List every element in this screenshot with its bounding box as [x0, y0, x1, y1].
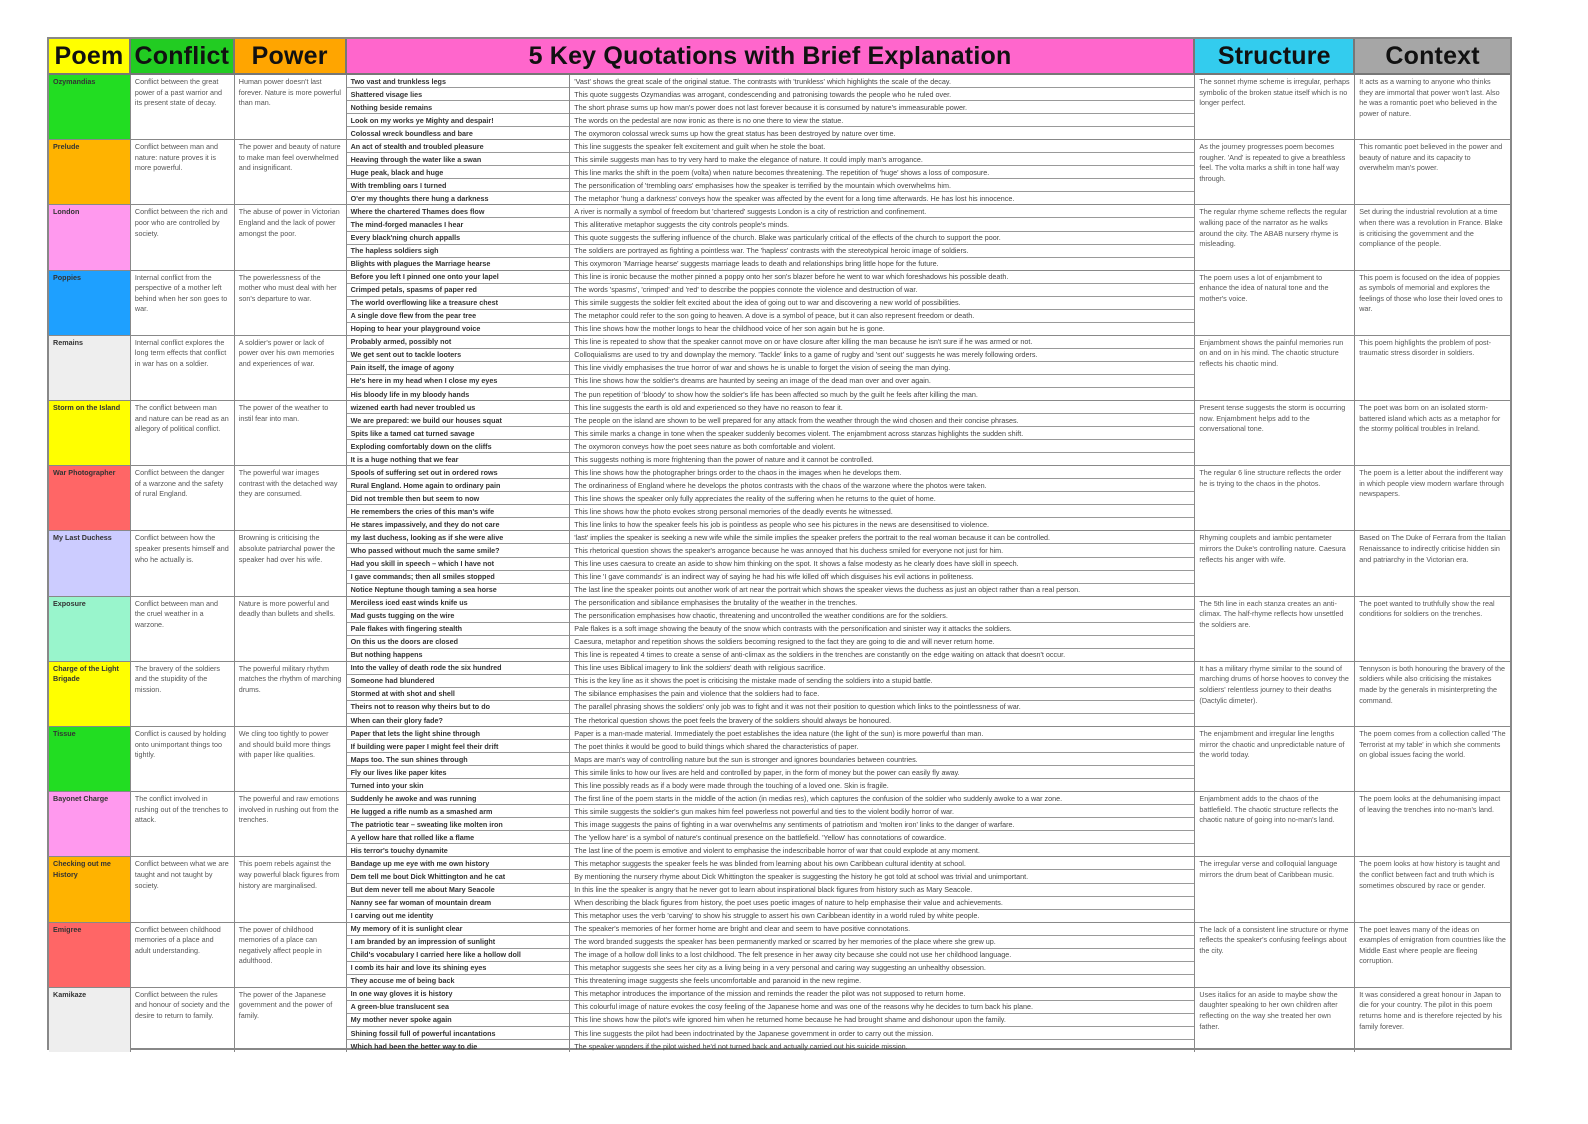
poem-title-cell: Bayonet Charge	[49, 792, 131, 856]
quote-line: He remembers the cries of this man's wife	[347, 505, 570, 518]
explanations-column	[570, 336, 1195, 400]
quote-line: Did not tremble then but seem to now	[347, 492, 570, 505]
explanations-column	[570, 531, 1195, 595]
header-structure: Structure	[1195, 39, 1355, 73]
explanation-line: The words 'spasms', 'crimped' and 'red' to describe the poppies connote the violence and destruction of war.	[570, 284, 1194, 297]
structure-cell: The enjambment and irregular line lengths mirror the chaotic and unpredictable nature of the world today.	[1195, 727, 1355, 791]
quote-line: My mother never spoke again	[347, 1014, 570, 1027]
context-cell: The poem looks at the dehumanising impact of leaving the trenches into no-man's land.	[1359, 794, 1501, 814]
context-cell: It was considered a great honour in Japan to die for your country. The pilot in this poem returns home and is therefore rejected by his family forever.	[1359, 989, 1502, 1031]
poem-row	[49, 597, 1510, 662]
quote-line: Where the chartered Thames does flow	[347, 205, 570, 218]
explanation-line: This threatening image suggests she feels uncomfortable and paranoid in the new regime.	[574, 976, 862, 986]
quote-line: Shattered visage lies	[347, 88, 570, 101]
quote-line: Nothing beside remains	[347, 101, 570, 114]
quote-line: I carving out me identity	[350, 911, 434, 921]
structure-cell: The regular 6 line structure reflects the order he is trying to the chaos in the photos.	[1195, 466, 1355, 530]
quote-line: They accuse me of being back	[350, 976, 455, 986]
quotes-column	[347, 205, 571, 269]
poem-title-cell: Kamikaze	[49, 988, 131, 1052]
quote-line: A yellow hare that rolled like a flame	[347, 831, 570, 844]
conflict-cell: Internal conflict explores the long term effects that conflict in war has on a soldier.	[131, 336, 235, 400]
poem-title-cell: War Photographer	[49, 466, 131, 530]
explanation-line: The metaphor 'hung a darkness' conveys how the speaker was affected by the event for a long time afterwards. He has lost his innocence.	[574, 193, 1015, 203]
poem-row	[49, 923, 1510, 988]
explanation-line: In this line the speaker is angry that he never got to learn about inspirational black figures from history such as Mary Seacole.	[570, 884, 1194, 897]
quote-line: Heaving through the water like a swan	[347, 153, 570, 166]
explanation-line: The personification and sibilance emphasises the brutality of the weather in the trenches.	[570, 597, 1194, 610]
poem-rows	[49, 75, 1510, 1052]
poem-row	[49, 857, 1510, 922]
poem-title-cell: Charge of the Light Brigade	[49, 662, 131, 726]
quote-line: The world overflowing like a treasure chest	[347, 297, 570, 310]
quote-line: Crimped petals, spasms of paper red	[347, 284, 570, 297]
explanation-line: This simile links to how our lives are held and controlled by paper, in the form of money but the power can easily fly away.	[570, 766, 1194, 779]
poem-row	[49, 401, 1510, 466]
quote-line: On this us the doors are closed	[347, 636, 570, 649]
explanation-line: The poet thinks it would be good to build things which shared the characteristics of paper.	[570, 740, 1194, 753]
conflict-cell: Conflict between the great power of a past warrior and its present state of decay.	[131, 75, 235, 139]
context-cell: Tennyson is both honouring the bravery of the soldiers while also criticising the mistakes made by the generals in misinterpreting the command.	[1359, 663, 1506, 705]
quote-line: Look on my works ye Mighty and despair!	[347, 114, 570, 127]
header-conflict: Conflict	[131, 39, 235, 73]
explanation-line: Maps are man's way of controlling nature but the sun is stronger and ignores boundaries between countries.	[570, 753, 1194, 766]
quotes-column	[347, 531, 571, 595]
context-cell: It acts as a warning to anyone who thinks they are immortal that power won't last. Also he was a romantic poet who believed in the power of nature.	[1359, 77, 1500, 118]
structure-cell: The lack of a consistent line structure or rhyme reflects the speaker's confusing feelings about the city.	[1195, 923, 1355, 987]
explanation-line: This line shows how the photographer brings order to the chaos in the images when he develops them.	[570, 466, 1194, 479]
explanation-line: This line shows how the photo evokes strong personal memories of the deadly events he witnessed.	[570, 505, 1194, 518]
structure-cell: As the journey progresses poem becomes rougher. 'And' is repeated to give a breathless feel. The volta marks a shift in tone half way through.	[1195, 140, 1355, 204]
explanation-line: This line suggests the pilot had been indoctrinated by the Japanese government in order to carry out the mission.	[570, 1027, 1194, 1040]
context-cell: Based on The Duke of Ferrara from the Italian Renaissance to indirectly criticise hidden sin and patriarchy in the Victorian era.	[1359, 533, 1506, 564]
poem-row	[49, 662, 1510, 727]
explanation-line: The sibilance emphasises the pain and violence that the soldiers had to face.	[570, 688, 1194, 701]
poem-row	[49, 988, 1510, 1052]
explanation-line: The personification of 'trembling oars' emphasises how the speaker is terrified by the mountain which overwhelms him.	[570, 179, 1194, 192]
quote-line: The hapless soldiers sigh	[347, 245, 570, 258]
structure-cell: The irregular verse and colloquial language mirrors the drum beat of Caribbean music.	[1195, 857, 1355, 921]
conflict-cell: Conflict between man and the cruel weather in a warzone.	[131, 597, 235, 661]
explanation-line: A river is normally a symbol of freedom but 'chartered' suggests London is a city of restriction and confinement.	[570, 205, 1194, 218]
power-cell: A soldier's power or lack of power over his own memories and experiences of war.	[235, 336, 347, 400]
conflict-cell: The conflict involved in rushing out of the trenches to attack.	[131, 792, 235, 856]
power-cell: We cling too tightly to power and should build more things with paper like qualities.	[235, 727, 347, 791]
quote-line: Into the valley of death rode the six hundred	[347, 662, 570, 675]
explanation-line: This line suggests the earth is old and experienced so they have no reason to fear it.	[570, 401, 1194, 414]
quotes-column	[347, 857, 571, 921]
revision-sheet	[47, 37, 1512, 1050]
quote-line: Paper that lets the light shine through	[347, 727, 570, 740]
explanations-column	[570, 923, 1195, 987]
poem-title-cell: Exposure	[49, 597, 131, 661]
explanation-line: 'last' implies the speaker is seeking a new wife while the simile implies the speaker prefers the portrait to the real woman because it can be controlled.	[570, 531, 1194, 544]
explanation-line: 'Vast' shows the great scale of the original statue. The contrasts with 'trunkless' which highlights the scale of the decay.	[570, 75, 1194, 88]
power-cell: The powerful military rhythm matches the rhythm of marching drums.	[235, 662, 347, 726]
power-cell: Browning is criticising the absolute patriarchal power the speaker had over his wife.	[235, 531, 347, 595]
header-context: Context	[1355, 39, 1510, 73]
poem-row	[49, 75, 1510, 140]
explanations-column	[570, 140, 1195, 204]
explanation-line: The people on the island are shown to be well prepared for any attack from the weather through the wind chosen and their concise phrases.	[570, 414, 1194, 427]
quote-line: Exploding comfortably down on the cliffs	[347, 440, 570, 453]
conflict-cell: Conflict between what we are taught and not taught by society.	[131, 857, 235, 921]
quotes-column	[347, 336, 571, 400]
power-cell: This poem rebels against the way powerful black figures from history are marginalised.	[235, 857, 347, 921]
quote-line: Shining fossil full of powerful incantations	[347, 1027, 570, 1040]
explanation-line: This simile suggests the soldier's gun makes him feel powerless not powerful and ties to the violent bodily horror of war.	[570, 805, 1194, 818]
structure-cell: The 5th line in each stanza creates an anti-climax. The half-rhyme reflects how unsettled the soldiers are.	[1195, 597, 1355, 661]
quote-line: Hoping to hear your playground voice	[350, 324, 481, 334]
quote-line: Suddenly he awoke and was running	[347, 792, 570, 805]
quotes-column	[347, 923, 571, 987]
explanation-line: The metaphor could refer to the son going to heaven. A dove is a symbol of peace, but it can also represent freedom or death.	[570, 310, 1194, 323]
poem-title-cell: Prelude	[49, 140, 131, 204]
quote-line: He stares impassively, and they do not care	[350, 519, 500, 529]
structure-cell: Present tense suggests the storm is occurring now. Enjambment helps add to the conversational tone.	[1195, 401, 1355, 465]
quote-line: Had you skill in speech – which I have not	[347, 558, 570, 571]
explanation-line: This line is repeated to show that the speaker cannot move on or have closure after killing the man because he isn't sure if he was armed or not.	[570, 336, 1194, 349]
quote-line: But nothing happens	[350, 650, 423, 660]
explanations-column	[570, 727, 1195, 791]
explanation-line: The personification emphasises how chaotic, threatening and uncontrolled the weather conditions are for the soldiers.	[570, 610, 1194, 623]
context-cell: The poem comes from a collection called 'The Terrorist at my table' in which she comments on global issues facing the world.	[1359, 729, 1506, 760]
header-quotations: 5 Key Quotations with Brief Explanation	[347, 39, 1196, 73]
explanation-line: This line possibly reads as if a body were made through the touching of a loved one. Skin is fragile.	[574, 780, 889, 790]
conflict-cell: Conflict between the rich and poor who are controlled by society.	[131, 205, 235, 269]
explanations-column	[570, 792, 1195, 856]
quotes-column	[347, 466, 571, 530]
explanation-line: This suggests nothing is more frightening than the power of nature and it cannot be controlled.	[574, 454, 874, 464]
quote-line: Spools of suffering set out in ordered rows	[347, 466, 570, 479]
explanations-column	[570, 466, 1195, 530]
structure-cell: The poem uses a lot of enjambment to enhance the idea of natural tone and the mother's voice.	[1195, 271, 1355, 335]
quote-line: Notice Neptune though taming a sea horse	[350, 585, 497, 595]
poem-title-cell: Tissue	[49, 727, 131, 791]
poem-title-cell: London	[49, 205, 131, 269]
explanation-line: This rhetorical question shows the speaker's arrogance because he was annoyed that his duchess smiled for everyone not just for him.	[570, 544, 1194, 557]
conflict-cell: The conflict between man and nature can be read as an allegory of political conflict.	[131, 401, 235, 465]
quote-line: A single dove flew from the pear tree	[347, 310, 570, 323]
quotes-column	[347, 401, 571, 465]
quote-line: Dem tell me bout Dick Whittington and he cat	[347, 870, 570, 883]
quote-line: Turned into your skin	[350, 780, 424, 790]
explanation-line: This line suggests the speaker felt excitement and guilt when he stole the boat.	[570, 140, 1194, 153]
poem-row	[49, 336, 1510, 401]
power-cell: Nature is more powerful and deadly than bullets and shells.	[235, 597, 347, 661]
power-cell: The power and beauty of nature to make man feel overwhelmed and insignificant.	[235, 140, 347, 204]
quote-line: In one way gloves it is history	[347, 988, 570, 1001]
quote-line: We get sent out to tackle looters	[347, 349, 570, 362]
quote-line: I comb its hair and love its shining eyes	[347, 962, 570, 975]
explanation-line: The soldiers are portrayed as fighting a pointless war. The 'hapless' contrasts with the stereotypical heroic image of soldiers.	[570, 245, 1194, 258]
explanation-line: The ordinariness of England where he develops the photos contrasts with the chaos of the warzone where the photos were taken.	[570, 479, 1194, 492]
quote-line: Bandage up me eye with me own history	[347, 857, 570, 870]
quotes-column	[347, 988, 571, 1052]
conflict-cell: Internal conflict from the perspective of a mother left behind when her son goes to war.	[131, 271, 235, 335]
explanation-line: Caesura, metaphor and repetition shows the soldiers becoming resigned to the fact they are going to die and will never return home.	[570, 636, 1194, 649]
structure-cell: The sonnet rhyme scheme is irregular, perhaps symbolic of the broken statue itself which is no longer perfect.	[1195, 75, 1355, 139]
structure-cell: Uses italics for an aside to maybe show the daughter speaking to her own children after reflecting on the way she treated her own father.	[1195, 988, 1355, 1052]
explanation-line: Paper is a man-made material. Immediately the poet establishes the idea nature (the light of the sun) is more powerful than man.	[570, 727, 1194, 740]
power-cell: Human power doesn't last forever. Nature is more powerful than man.	[235, 75, 347, 139]
power-cell: The powerful and raw emotions involved in rushing out from the trenches.	[235, 792, 347, 856]
quotes-column	[347, 271, 571, 335]
explanation-line: This line uses caesura to create an aside to show him thinking on the spot. It shows a false modesty as he clearly does have skill in speech.	[570, 558, 1194, 571]
conflict-cell: Conflict between man and nature: nature proves it is more powerful.	[131, 140, 235, 204]
poem-row	[49, 205, 1510, 270]
power-cell: The power of the weather to instil fear into man.	[235, 401, 347, 465]
quote-line: Fly our lives like paper kites	[347, 766, 570, 779]
explanation-line: This is the key line as it shows the poet is criticising the mistake made of sending the soldiers into a stupid battle.	[570, 675, 1194, 688]
quote-line: We are prepared: we build our houses squat	[347, 414, 570, 427]
poem-row	[49, 271, 1510, 336]
explanation-line: The word branded suggests the speaker has been permanently marked or scarred by her memories of the place where she grew up.	[570, 936, 1194, 949]
explanation-line: This line shows how the mother longs to hear the childhood voice of her son again but he is gone.	[574, 324, 885, 334]
quote-line: O'er my thoughts there hung a darkness	[350, 193, 489, 203]
explanation-line: Pale flakes is a soft image showing the beauty of the snow which contrasts with the personification and sinister way it attacks the soldiers.	[570, 623, 1194, 636]
quotes-column	[347, 792, 571, 856]
explanation-line: This metaphor suggests she sees her city as a living being in a very personal and caring way suggesting an unhealthy obsession.	[570, 962, 1194, 975]
explanation-line: This simile marks a change in tone when the speaker suddenly becomes violent. The enjambment across stanzas highlights the sudden shift.	[570, 427, 1194, 440]
explanation-line: This metaphor uses the verb 'carving' to show his struggle to assert his own Caribbean identity in a world ruled by white people.	[574, 911, 980, 921]
explanation-line: This simile suggests man has to try very hard to make the elegance of nature. It could imply man's arrogance.	[570, 153, 1194, 166]
explanations-column	[570, 988, 1195, 1052]
quote-line: Maps too. The sun shines through	[347, 753, 570, 766]
poem-title-cell: My Last Duchess	[49, 531, 131, 595]
context-cell: Set during the industrial revolution at a time when there was a revolution in France. Blake is criticising the government and the compliance of the people.	[1359, 207, 1503, 249]
explanation-line: This metaphor introduces the importance of the mission and reminds the reader the pilot was not supposed to return home.	[570, 988, 1194, 1001]
structure-cell: Rhyming couplets and iambic pentameter mirrors the Duke's controlling nature. Caesura reflects his anger with wife.	[1195, 531, 1355, 595]
explanation-line: This line marks the shift in the poem (volta) when nature becomes threatening. The repetition of 'huge' shows a loss of composure.	[570, 166, 1194, 179]
explanation-line: When describing the black figures from history, the poet uses poetic images of nature to help emphasise their value and achievements.	[570, 897, 1194, 910]
structure-cell: The regular rhyme scheme reflects the regular walking pace of the narrator as he walks around the city. The ABAB nursery rhyme is misleading.	[1195, 205, 1355, 269]
explanations-column	[570, 205, 1195, 269]
explanation-line: The 'yellow hare' is a symbol of nature's continual presence on the battlefield. 'Yellow' has connotations of cowardice.	[570, 831, 1194, 844]
explanations-column	[570, 401, 1195, 465]
power-cell: The powerlessness of the mother who must deal with her son's departure to war.	[235, 271, 347, 335]
poem-title-cell: Remains	[49, 336, 131, 400]
quote-line: Nanny see far woman of mountain dream	[347, 897, 570, 910]
quote-line: He lugged a rifle numb as a smashed arm	[347, 805, 570, 818]
quote-line: When can their glory fade?	[350, 715, 443, 725]
explanations-column	[570, 75, 1195, 139]
explanation-line: This quote suggests the suffering influence of the church. Blake was particularly critical of the effects of the church to support the poor.	[570, 232, 1194, 245]
quote-line: But dem never tell me about Mary Seacole	[347, 884, 570, 897]
explanation-line: This image suggests the pains of fighting in a war overwhelms any sentiments of patriotism and 'molten iron' links to the danger of warfare.	[570, 818, 1194, 831]
explanation-line: The speaker wonders if the pilot wished he'd not turned back and actually carried out his suicide mission.	[574, 1041, 908, 1051]
explanation-line: This colourful image of nature evokes the cosy feeling of the Japanese home and was one of the reasons why he decides to turn back his plane.	[570, 1001, 1194, 1014]
explanation-line: The last line of the poem is emotive and violent to emphasise the indescribable horror of war that could explode at any moment.	[574, 845, 980, 855]
header-poem: Poem	[49, 39, 131, 73]
poem-title-cell: Checking out me History	[49, 857, 131, 921]
power-cell: The power of childhood memories of a place can negatively affect people in adulthood.	[235, 923, 347, 987]
quote-line: Huge peak, black and huge	[347, 166, 570, 179]
context-cell: The poem is a letter about the indifferent way in which people view modern warfare through newspapers.	[1359, 468, 1504, 499]
poem-title-cell: Ozymandias	[49, 75, 131, 139]
quote-line: Stormed at with shot and shell	[347, 688, 570, 701]
quote-line: I am branded by an impression of sunlight	[347, 936, 570, 949]
conflict-cell: Conflict between the danger of a warzone and the safety of rural England.	[131, 466, 235, 530]
explanation-line: By mentioning the nursery rhyme about Dick Whittington the speaker is suggesting the history he got told at school was trivial and unimportant.	[570, 870, 1194, 883]
quote-line: Someone had blundered	[347, 675, 570, 688]
poem-row	[49, 466, 1510, 531]
explanation-line: This metaphor suggests the speaker feels he was blinded from learning about his own Caribbean cultural identity at school.	[570, 857, 1194, 870]
quote-line: wizened earth had never troubled us	[347, 401, 570, 414]
explanation-line: This line shows the speaker only fully appreciates the reality of the suffering when he returns to the quiet of home.	[570, 492, 1194, 505]
explanation-line: This line is repeated 4 times to create a sense of anti-climax as the soldiers in the trenches are constantly on the edge waiting on attack that doesn't occur.	[574, 650, 1066, 660]
quote-line: Colossal wreck boundless and bare	[350, 128, 473, 138]
explanation-line: The parallel phrasing shows the soldiers' only job was to fight and it was not their position to question which links to the pointlessness of war.	[570, 701, 1194, 714]
poem-row	[49, 531, 1510, 596]
explanation-line: This line shows how the pilot's wife ignored him when he returned home because he had brought shame and dishonour upon the family.	[570, 1014, 1194, 1027]
quote-line: His bloody life in my bloody hands	[350, 389, 470, 399]
explanation-line: This quote suggests Ozymandias was arrogant, condescending and patronising towards the people who he ruled over.	[570, 88, 1194, 101]
poem-row	[49, 140, 1510, 205]
quote-line: Probably armed, possibly not	[347, 336, 570, 349]
conflict-cell: Conflict between how the speaker presents himself and who he actually is.	[131, 531, 235, 595]
explanation-line: This line is ironic because the mother pinned a poppy onto her son's blazer before he went to war which foreshadows his possible death.	[570, 271, 1194, 284]
quote-line: Spits like a tamed cat turned savage	[347, 427, 570, 440]
quotes-column	[347, 597, 571, 661]
structure-cell: Enjambment shows the painful memories run on and on in his mind. The chaotic structure reflects his chaotic mind.	[1195, 336, 1355, 400]
quote-line: Two vast and trunkless legs	[347, 75, 570, 88]
explanation-line: The pun repetition of 'bloody' to show how the soldier's life has been affected so much by the guilt he feels after killing the man.	[574, 389, 978, 399]
quotes-column	[347, 140, 571, 204]
poem-row	[49, 792, 1510, 857]
poem-title-cell: Storm on the Island	[49, 401, 131, 465]
poem-title-cell: Emigree	[49, 923, 131, 987]
quotes-column	[347, 75, 571, 139]
quote-line: A green-blue translucent sea	[347, 1001, 570, 1014]
quote-line: Merciless iced east winds knife us	[347, 597, 570, 610]
explanation-line: This line uses Biblical imagery to link the soldiers' death with religious sacrifice.	[570, 662, 1194, 675]
explanation-line: The speaker's memories of her former home are bright and clear and seem to have positive connotations.	[570, 923, 1194, 936]
explanation-line: This line shows how the soldier's dreams are haunted by seeing an image of the dead man over and over again.	[570, 375, 1194, 388]
quotes-column	[347, 662, 571, 726]
conflict-cell: Conflict between childhood memories of a place and adult understanding.	[131, 923, 235, 987]
quote-line: His terror's touchy dynamite	[350, 845, 448, 855]
power-cell: The power of the Japanese government and the power of family.	[235, 988, 347, 1052]
explanation-line: This oxymoron 'Marriage hearse' suggests marriage leads to death and relationships bring little hope for the future.	[574, 259, 939, 269]
quote-line: Pain itself, the image of agony	[347, 362, 570, 375]
quote-line: Which had been the better way to die	[350, 1041, 478, 1051]
explanation-line: The rhetorical question shows the poet feels the bravery of the soldiers should always be honoured.	[574, 715, 892, 725]
quote-line: My memory of it is sunlight clear	[347, 923, 570, 936]
quote-line: He's here in my head when I close my eyes	[347, 375, 570, 388]
explanation-line: The first line of the poem starts in the middle of the action (in medias res), which captures the confusion of the soldier who suddenly awoke to a war zone.	[570, 792, 1194, 805]
explanations-column	[570, 662, 1195, 726]
quote-line: Blights with plagues the Marriage hearse	[350, 259, 491, 269]
explanation-line: The oxymoron colossal wreck sums up how the great status has been destroyed by nature over time.	[574, 128, 896, 138]
structure-cell: It has a military rhyme similar to the sound of marching drums of horse hooves to convey the soldiers' relentless journey to their deaths (Dactylic dimeter).	[1195, 662, 1355, 726]
quote-line: The mind-forged manacles I hear	[347, 218, 570, 231]
conflict-cell: The bravery of the soldiers and the stupidity of the mission.	[131, 662, 235, 726]
quote-line: If building were paper I might feel their drift	[347, 740, 570, 753]
quote-line: Before you left I pinned one onto your lapel	[347, 271, 570, 284]
quote-line: The patriotic tear – sweating like molten iron	[347, 818, 570, 831]
context-cell: The poet leaves many of the ideas on examples of emigration from countries like the Middle East where people are fleeing corruption.	[1359, 924, 1506, 966]
explanations-column	[570, 857, 1195, 921]
quote-line: Child's vocabulary I carried here like a hollow doll	[347, 949, 570, 962]
quote-line: Rural England. Home again to ordinary pain	[347, 479, 570, 492]
conflict-cell: Conflict between the rules and honour of society and the desire to return to family.	[131, 988, 235, 1052]
power-cell: The abuse of power in Victorian England and the lack of power amongst the poor.	[235, 205, 347, 269]
context-cell: This poem is focused on the idea of poppies as symbols of memorial and explores the feelings of those who lose their loved ones to war.	[1359, 272, 1503, 314]
explanation-line: The oxymoron conveys how the poet sees nature as both comfortable and violent.	[570, 440, 1194, 453]
context-cell: This romantic poet believed in the power and beauty of nature and its capacity to overwhelm man's power.	[1359, 142, 1503, 173]
quote-line: my last duchess, looking as if she were alive	[347, 531, 570, 544]
poem-title-cell: Poppies	[49, 271, 131, 335]
quote-line: Pale flakes with fingering stealth	[347, 623, 570, 636]
quotes-column	[347, 727, 571, 791]
explanation-line: The last line the speaker points out another work of art near the portrait which shows the speaker views the duchess as just an object rather than a real person.	[574, 585, 1081, 595]
quote-line: Mad gusts tugging on the wire	[347, 610, 570, 623]
explanation-line: This alliterative metaphor suggests the city controls people's minds.	[570, 218, 1194, 231]
explanation-line: Colloquialisms are used to try and downplay the memory. 'Tackle' links to a game of rugby and 'sent out' suggests he was merely following orders.	[570, 349, 1194, 362]
context-cell: This poem highlights the problem of post-traumatic stress disorder in soldiers.	[1359, 337, 1492, 358]
explanations-column	[570, 597, 1195, 661]
context-cell: The poem looks at how history is taught and the conflict between fact and truth which is sometimes obscured by race or gender.	[1359, 859, 1500, 890]
explanation-line: This line links to how the speaker feels his job is pointless as people who see his pictures in the news are desensitised to violence.	[574, 519, 990, 529]
explanation-line: The words on the pedestal are now ironic as there is no one there to view the statue.	[570, 114, 1194, 127]
context-cell: The poet wanted to truthfully show the real conditions for soldiers on the trenches.	[1359, 598, 1495, 619]
quote-line: It is a huge nothing that we fear	[350, 454, 459, 464]
quote-line: With trembling oars I turned	[347, 179, 570, 192]
header-power: Power	[235, 39, 347, 73]
quote-line: I gave commands; then all smiles stopped	[347, 571, 570, 584]
explanation-line: This simile suggests the soldier felt excited about the idea of going out to war and discovering a new world of possibilities.	[570, 297, 1194, 310]
explanation-line: The image of a hollow doll links to a lost childhood. The felt presence in her away city because she could not use her childhood language.	[570, 949, 1194, 962]
structure-cell: Enjambment adds to the chaos of the battlefield. The chaotic structure reflects the chaotic nature of going into no-man's land.	[1195, 792, 1355, 856]
explanations-column	[570, 271, 1195, 335]
explanation-line: This line 'I gave commands' is an indirect way of saying he had his wife killed off which disguises his evil actions in politeness.	[570, 571, 1194, 584]
quote-line: Theirs not to reason why theirs but to do	[347, 701, 570, 714]
explanation-line: This line vividly emphasises the true horror of war and shows he is unable to forget the vision of seeing the man dying.	[570, 362, 1194, 375]
poem-row	[49, 727, 1510, 792]
header-row	[49, 39, 1510, 75]
context-cell: The poet was born on an isolated storm-battered island which acts as a metaphor for the stormy political troubles in Ireland.	[1359, 403, 1501, 434]
explanation-line: The short phrase sums up how man's power does not last forever because it is consumed by nature's immeasurable power.	[570, 101, 1194, 114]
conflict-cell: Conflict is caused by holding onto unimportant things too tightly.	[131, 727, 235, 791]
quote-line: Who passed without much the same smile?	[347, 544, 570, 557]
quote-line: An act of stealth and troubled pleasure	[347, 140, 570, 153]
power-cell: The powerful war images contrast with the detached way they are consumed.	[235, 466, 347, 530]
quote-line: Every black'ning church appalls	[347, 232, 570, 245]
